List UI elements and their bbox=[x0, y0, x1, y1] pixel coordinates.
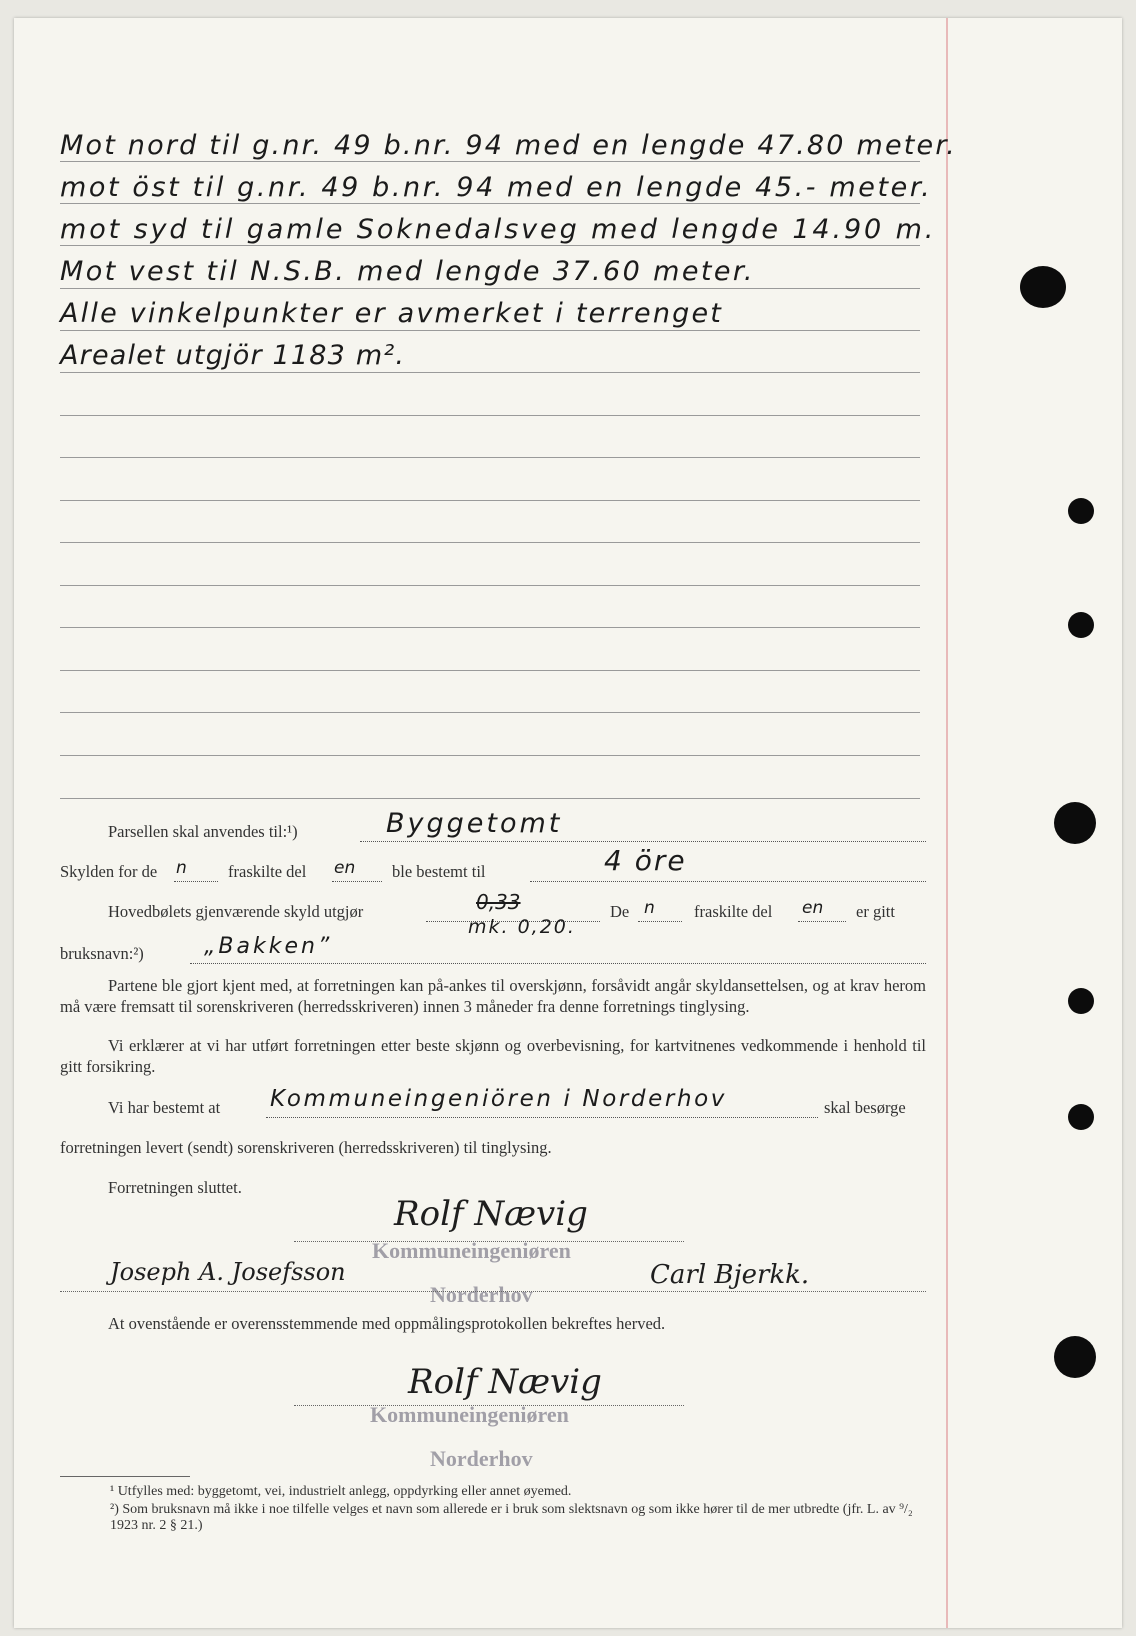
hoved-struck-value: 0,33 bbox=[476, 890, 521, 914]
punch-hole bbox=[1068, 988, 1094, 1014]
punch-hole bbox=[1054, 1336, 1096, 1378]
sluttet-text: Forretningen sluttet. bbox=[108, 1178, 242, 1197]
punch-hole bbox=[1068, 1104, 1094, 1130]
ruled-line bbox=[60, 330, 920, 331]
signature-top: Rolf Nævig bbox=[394, 1194, 588, 1234]
ruled-line bbox=[60, 585, 920, 586]
punch-hole bbox=[1054, 802, 1096, 844]
stamp-title: Kommuneingeniøren bbox=[370, 1402, 569, 1427]
punch-hole bbox=[1020, 266, 1066, 308]
handwritten-line: Mot nord til g.nr. 49 b.nr. 94 med en lengde 47.80 meter. bbox=[60, 130, 957, 161]
footnote-2: ²) Som bruksnavn må ikke i noe tilfelle velges et navn som allerede er i bruk som slektsnavn og som ikke hører til de mer utbredte (jfr. L. av ⁹/₂ 1923 nr. 2 § 21.) bbox=[110, 1502, 913, 1533]
signature-right: Carl Bjerkk. bbox=[650, 1260, 810, 1290]
skyld-n-dots bbox=[174, 880, 218, 882]
signature-bottom: Rolf Nævig bbox=[408, 1362, 602, 1402]
handwritten-line: mot öst til g.nr. 49 b.nr. 94 med en lengde 45.- meter. bbox=[60, 172, 933, 203]
skyld-mid: fraskilte del bbox=[228, 862, 307, 881]
ruled-line bbox=[60, 755, 920, 756]
skyld-en: en bbox=[334, 858, 356, 878]
hoved-value: mk. 0,20. bbox=[468, 916, 576, 938]
use-dots bbox=[360, 840, 926, 842]
de-suffix: er gitt bbox=[856, 902, 895, 921]
ruled-line bbox=[60, 288, 920, 289]
skyld-value-dots bbox=[530, 880, 926, 882]
bruk-value: „Bakken” bbox=[204, 934, 333, 959]
de-mid: fraskilte del bbox=[694, 902, 773, 921]
skyld-prefix: Skylden for de bbox=[60, 862, 158, 881]
ruled-line bbox=[60, 161, 920, 162]
de-en-dots bbox=[798, 920, 846, 922]
bestemt-suffix: skal besørge bbox=[824, 1098, 906, 1117]
handwritten-line: Alle vinkelpunkter er avmerket i terrenget bbox=[60, 298, 724, 329]
ruled-line bbox=[60, 798, 920, 799]
skyld-value: 4 öre bbox=[604, 844, 687, 877]
ruled-line bbox=[60, 457, 920, 458]
handwritten-line: Mot vest til N.S.B. med lengde 37.60 meter. bbox=[60, 256, 755, 287]
stamp-place: Norderhov bbox=[430, 1282, 533, 1307]
ruled-line bbox=[60, 627, 920, 628]
declaration-paragraph: Vi erklærer at vi har utført forretningen etter beste skjønn og overbevisning, for kartvitnenes vedkommende i henhold til gitt forsikring. bbox=[60, 1036, 926, 1076]
bruk-dots bbox=[190, 962, 926, 964]
skyld-n: n bbox=[176, 858, 187, 878]
signature-left: Joseph A. Josefsson bbox=[110, 1258, 346, 1286]
de-label: De bbox=[610, 902, 630, 921]
signature-line bbox=[60, 1290, 926, 1292]
ruled-line bbox=[60, 203, 920, 204]
ruled-line bbox=[60, 670, 920, 671]
levert-text: forretningen levert (sendt) sorenskriveren (herredsskriveren) til tinglysing. bbox=[60, 1138, 552, 1157]
footnote-1: ¹ Utfylles med: byggetomt, vei, industrielt anlegg, oppdyrking eller annet øyemed. bbox=[110, 1484, 572, 1499]
ruled-line bbox=[60, 372, 920, 373]
punch-hole bbox=[1068, 612, 1094, 638]
handwritten-line: Arealet utgjör 1183 m². bbox=[60, 340, 406, 371]
appeal-paragraph: Partene ble gjort kjent med, at forretningen kan på-ankes til overskjønn, forsåvidt angår skyldansettelsen, og at krav herom må være fremsatt til sorenskriveren (herredsskriveren) innen 3 måneder fra denne forretnings tinglysing. bbox=[60, 976, 926, 1016]
skyld-suffix: ble bestemt til bbox=[392, 862, 486, 881]
stamp-place: Norderhov bbox=[430, 1446, 533, 1471]
hoved-label: Hovedbølets gjenværende skyld utgjør bbox=[108, 902, 364, 921]
de-en: en bbox=[802, 898, 824, 918]
ruled-line bbox=[60, 415, 920, 416]
stamp-title: Kommuneingeniøren bbox=[372, 1238, 571, 1263]
bestemt-prefix: Vi har bestemt at bbox=[108, 1098, 221, 1117]
punch-hole bbox=[1068, 498, 1094, 524]
bruk-label: bruksnavn:²) bbox=[60, 944, 144, 963]
document-page bbox=[14, 18, 1122, 1628]
ruled-line bbox=[60, 245, 920, 246]
handwritten-line: mot syd til gamle Soknedalsveg med lengde 14.90 m. bbox=[60, 214, 937, 245]
de-n: n bbox=[644, 898, 655, 918]
use-value: Byggetomt bbox=[386, 808, 563, 839]
skyld-en-dots bbox=[332, 880, 382, 882]
ruled-line bbox=[60, 542, 920, 543]
bekreftes-text: At ovenstående er overensstemmende med oppmålingsprotokollen bekreftes herved. bbox=[108, 1314, 666, 1333]
ruled-line bbox=[60, 712, 920, 713]
de-n-dots bbox=[638, 920, 682, 922]
bestemt-dots bbox=[266, 1116, 818, 1118]
footnote-rule bbox=[60, 1476, 190, 1477]
bestemt-value: Kommuneingeniören i Norderhov bbox=[270, 1086, 727, 1112]
use-label: Parsellen skal anvendes til:¹) bbox=[108, 822, 298, 841]
ruled-line bbox=[60, 500, 920, 501]
